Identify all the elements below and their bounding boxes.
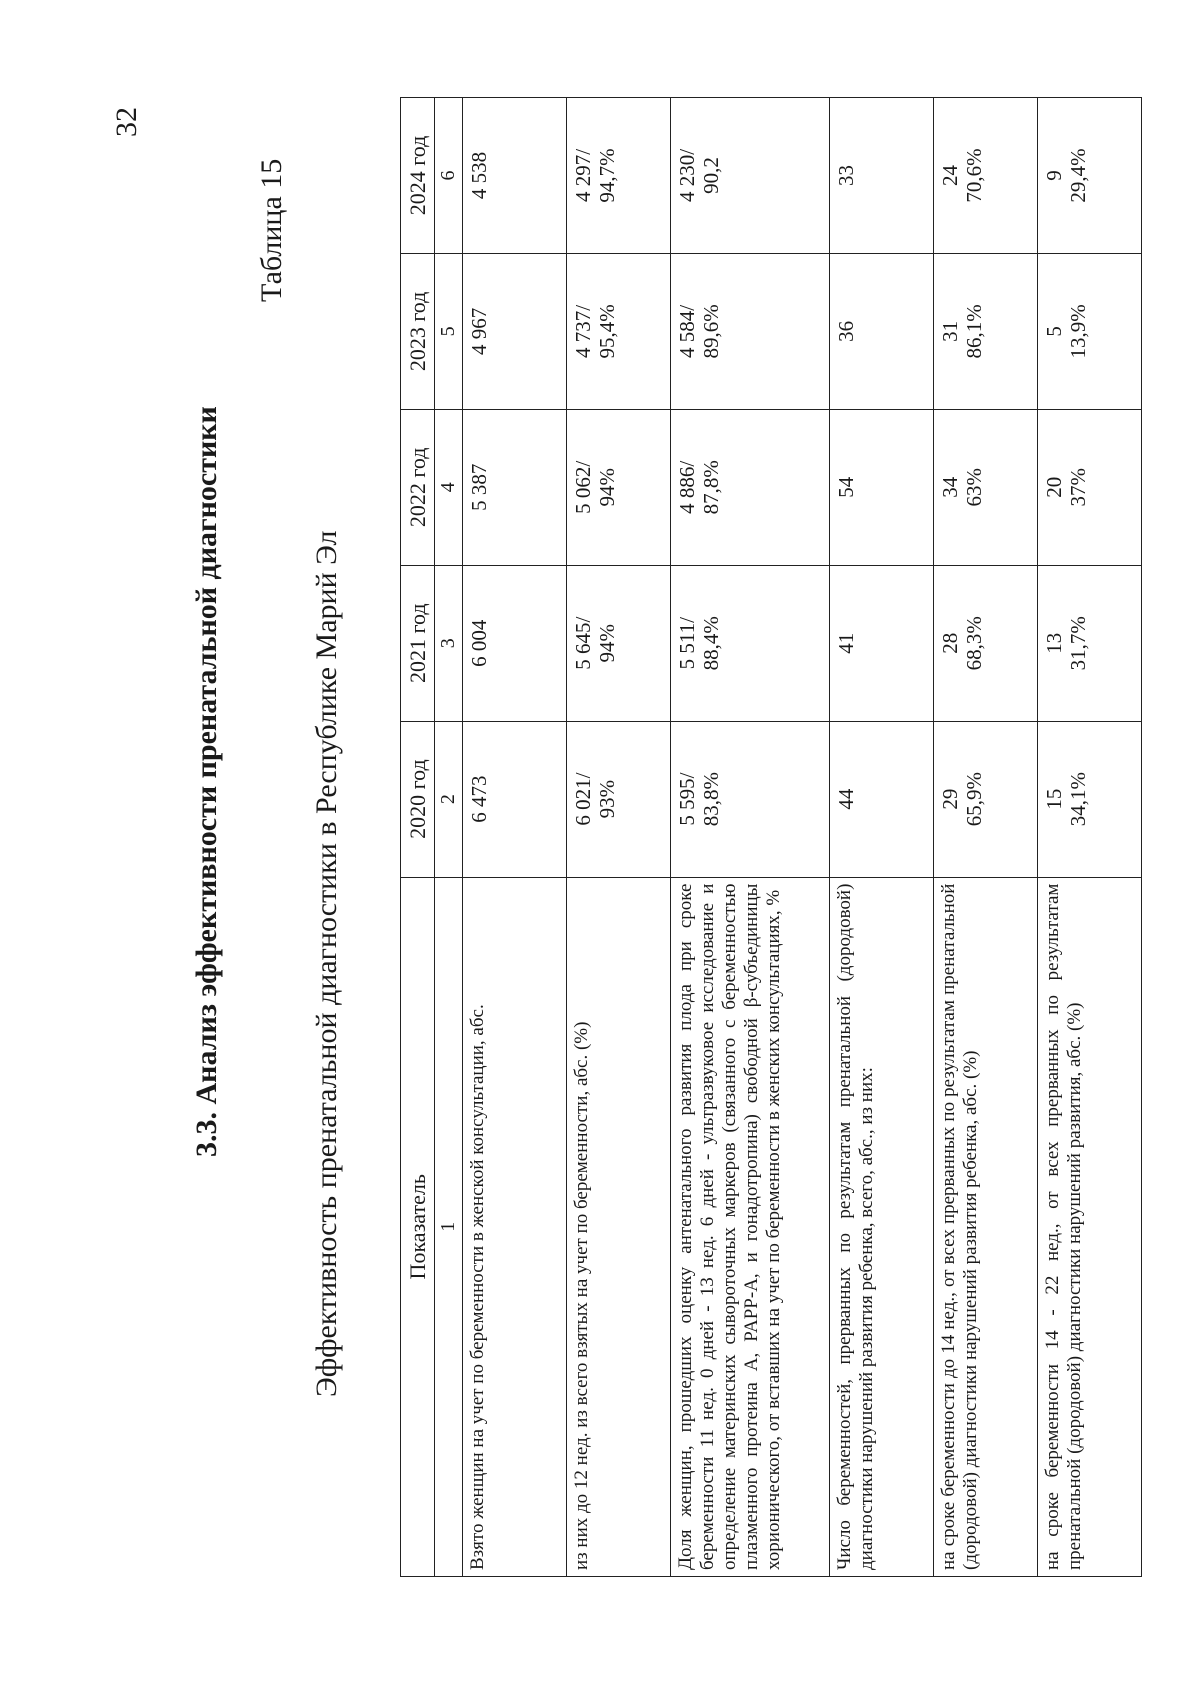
- row-value: 6 004: [463, 565, 567, 721]
- table-row: [934, 98, 1038, 1577]
- row-value: 54: [830, 409, 934, 565]
- header-year: 2021 год: [401, 565, 435, 721]
- row-indicator: Взято женщин на учет по беременности в женской консультации, абс.: [463, 877, 567, 1576]
- row-value: 5 13,9%: [1038, 253, 1142, 409]
- row-value: 4 230/ 90,2: [671, 98, 830, 254]
- prenatal-diagnostics-table: [400, 97, 1142, 1577]
- row-value: 6 473: [463, 721, 567, 877]
- row-value: 28 68,3%: [934, 565, 1038, 721]
- column-number: 6: [435, 98, 463, 254]
- row-value: 29 65,9%: [934, 721, 1038, 877]
- row-indicator: на сроке беременности до 14 нед., от всех прерванных по результатам пренатальной (дородовой) диагностики нарушений развития ребенка, абс. (%): [934, 877, 1038, 1576]
- header-year: 2020 год: [401, 721, 435, 877]
- row-value: 4 297/ 94,7%: [567, 98, 671, 254]
- row-indicator: на сроке беременности 14 - 22 нед., от всех прерванных по результатам пренатальной (дородовой) диагностики нарушений развития, абс. (%): [1038, 877, 1142, 1576]
- row-value: 5 387: [463, 409, 567, 565]
- header-indicator: Показатель: [401, 877, 435, 1576]
- row-value: 4 886/ 87,8%: [671, 409, 830, 565]
- header-year: 2023 год: [401, 253, 435, 409]
- row-value: 6 021/ 93%: [567, 721, 671, 877]
- section-heading: 3.3. Анализ эффективности пренатальной диагностики: [190, 406, 223, 1157]
- row-value: 15 34,1%: [1038, 721, 1142, 877]
- row-value: 33: [830, 98, 934, 254]
- table-title: Эффективность пренатальной диагностики в Республике Марий Эл: [310, 530, 343, 1397]
- column-number: 2: [435, 721, 463, 877]
- table-row: [671, 98, 830, 1577]
- header-year: 2024 год: [401, 98, 435, 254]
- row-value: 36: [830, 253, 934, 409]
- row-value: 4 584/ 89,6%: [671, 253, 830, 409]
- row-value: 4 967: [463, 253, 567, 409]
- row-value: 5 062/ 94%: [567, 409, 671, 565]
- column-number: 1: [435, 877, 463, 1576]
- row-indicator: Доля женщин, прошедших оценку антенатального развития плода при сроке беременности 11 нед. 0 дней - 13 нед. 6 дней - ультразвуковое исследование и определение материнских сывороточных маркеров (связанного с беременностью плазменного протеина А, PAPP-A, и гонадотропина) свободной β-субъединицы хорионического, от вставших на учет по беременности в женских консультациях, %: [671, 877, 830, 1576]
- column-number: 4: [435, 409, 463, 565]
- table-row: [1038, 98, 1142, 1577]
- table-row: [463, 98, 567, 1577]
- row-value: 34 63%: [934, 409, 1038, 565]
- table-row: [567, 98, 671, 1577]
- table-header-row: [401, 98, 435, 1577]
- row-value: 4 538: [463, 98, 567, 254]
- column-number: 3: [435, 565, 463, 721]
- row-indicator: из них до 12 нед. из всего взятых на учет по беременности, абс. (%): [567, 877, 671, 1576]
- header-year: 2022 год: [401, 409, 435, 565]
- row-value: 13 31,7%: [1038, 565, 1142, 721]
- row-indicator: Число беременностей, прерванных по результатам пренатальной (дородовой) диагностики нарушений развития ребенка, всего, абс., из них:: [830, 877, 934, 1576]
- table-row: [830, 98, 934, 1577]
- row-value: 5 595/ 83,8%: [671, 721, 830, 877]
- row-value: 41: [830, 565, 934, 721]
- column-number: 5: [435, 253, 463, 409]
- row-value: 9 29,4%: [1038, 98, 1142, 254]
- row-value: 5 645/ 94%: [567, 565, 671, 721]
- row-value: 20 37%: [1038, 409, 1142, 565]
- page-number: 32: [110, 107, 143, 137]
- row-value: 4 737/ 95,4%: [567, 253, 671, 409]
- row-value: 24 70,6%: [934, 98, 1038, 254]
- row-value: 5 511/ 88,4%: [671, 565, 830, 721]
- row-value: 31 86,1%: [934, 253, 1038, 409]
- column-number-row: [435, 98, 463, 1577]
- row-value: 44: [830, 721, 934, 877]
- table-label: Таблица 15: [255, 158, 288, 302]
